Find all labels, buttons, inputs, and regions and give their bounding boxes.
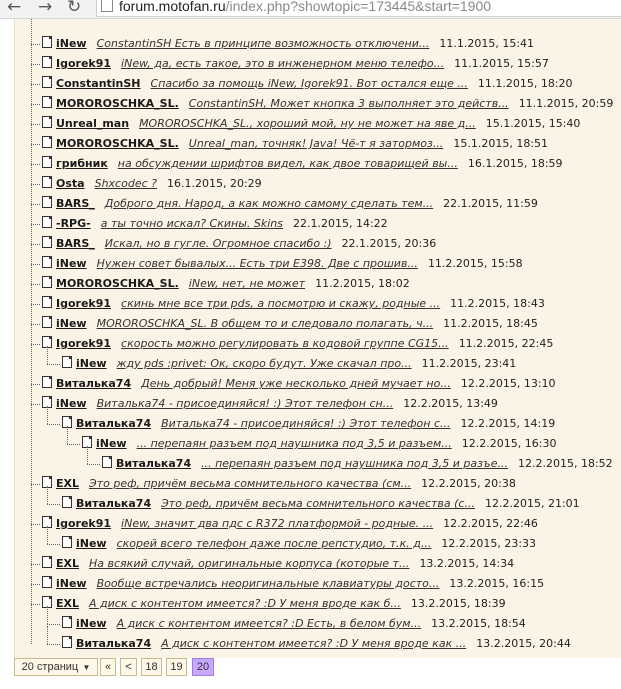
post-icon: [42, 576, 52, 588]
post-snippet-link[interactable]: На всякий случай, оригинальные корпуса (которые т...: [89, 557, 410, 570]
post-author[interactable]: EXL: [56, 597, 80, 610]
post-author[interactable]: Виталька74: [116, 457, 192, 470]
post-row: [62, 614, 526, 634]
post-date: 22.1.2015, 14:22: [293, 217, 388, 230]
tree-connector: [31, 584, 40, 585]
post-row: [62, 414, 555, 434]
post-snippet-link[interactable]: скорость можно регулировать в кодовой группе CG15...: [121, 337, 449, 350]
post-author[interactable]: EXL: [56, 477, 80, 490]
post-icon: [42, 556, 52, 568]
post-snippet-link[interactable]: Спасибо за помощь iNew, Igorek91. Вот остался еще ...: [150, 77, 468, 90]
post-row: [42, 114, 580, 134]
prev-page-button[interactable]: <: [120, 658, 137, 676]
post-snippet-link[interactable]: а ты точно искал? Скины. Skins: [100, 217, 283, 230]
post-snippet-link[interactable]: А диск с контентом имеется? :D У меня вроде как б...: [89, 597, 401, 610]
post-row: [62, 534, 536, 554]
post-snippet-link[interactable]: ... перепаян разъем под наушника под 3,5 и разъем...: [136, 437, 452, 450]
post-author[interactable]: iNew: [56, 257, 87, 270]
tree-connector: [47, 504, 60, 505]
post-date: 11.1.2015, 18:20: [477, 77, 573, 90]
post-row: [42, 54, 549, 74]
post-date: 13.2.2015, 18:54: [431, 617, 526, 630]
post-snippet-link[interactable]: Это реф, причём весьма сомнительного качества (см...: [89, 477, 412, 490]
tree-branch-line: [47, 526, 48, 544]
post-snippet-link[interactable]: iNew, да, есть такое, это в инженерном меню телефо...: [121, 57, 445, 70]
tree-connector: [87, 464, 100, 465]
pages-select-label: 20 страниц: [21, 661, 79, 673]
post-icon: [62, 636, 72, 648]
post-row: [42, 234, 436, 254]
chevron-down-icon: ▼: [80, 663, 91, 672]
post-author[interactable]: грибник: [56, 157, 108, 170]
post-author[interactable]: -RPG-: [56, 217, 91, 230]
post-author[interactable]: MOROROSCHKA_SL.: [56, 277, 179, 290]
post-row: [42, 374, 556, 394]
post-snippet-link[interactable]: ... перепаян разъем под наушника под 3,5 и разъе...: [201, 457, 508, 470]
post-row: [42, 514, 538, 534]
post-author[interactable]: Unreal_man: [56, 117, 130, 130]
tree-connector: [31, 124, 40, 125]
url-path: /index.php?showtopic=173445&start=1900: [225, 0, 492, 14]
post-date: 12.2.2015, 18:52: [517, 457, 613, 470]
post-snippet-link[interactable]: Искал, но в гугле. Огромное спасибо :): [104, 237, 332, 250]
first-page-button[interactable]: «: [100, 658, 116, 676]
tree-connector: [31, 64, 40, 65]
post-icon: [42, 176, 52, 188]
post-author[interactable]: BARS_: [56, 237, 95, 250]
post-date: 12.2.2015, 13:10: [460, 377, 556, 390]
post-snippet-link[interactable]: Это реф, причём весьма сомнительного качества (с...: [161, 497, 475, 510]
post-icon: [42, 296, 52, 308]
post-icon: [102, 456, 112, 468]
post-snippet-link[interactable]: Unreal_man, точняк! Java! Чё-т я затормоз...: [188, 137, 444, 150]
post-icon: [42, 376, 52, 388]
post-date: 11.1.2015, 15:41: [439, 37, 535, 50]
tree-connector: [31, 204, 40, 205]
post-author[interactable]: Igorek91: [56, 517, 112, 530]
post-row: [42, 294, 545, 314]
post-row: [42, 154, 563, 174]
address-bar[interactable]: [96, 0, 621, 17]
post-date: 22.1.2015, 20:36: [341, 237, 437, 250]
tree-branch-line: [47, 346, 48, 364]
tree-connector: [67, 444, 80, 445]
post-author[interactable]: iNew: [56, 37, 87, 50]
tree-branch-line: [87, 446, 88, 464]
post-row: [42, 214, 388, 234]
tree-connector: [31, 404, 40, 405]
post-snippet-link[interactable]: скинь мне все три pds, а посмотрю и скажу, родные ...: [121, 297, 441, 310]
browser-toolbar: [0, 0, 621, 19]
tree-connector: [47, 644, 60, 645]
tree-connector: [47, 544, 60, 545]
reload-icon[interactable]: ↻: [67, 0, 82, 17]
post-snippet-link[interactable]: Вообще встречались неоригинальные клавиатуры досто...: [96, 577, 440, 590]
post-date: 12.2.2015, 22:46: [443, 517, 538, 530]
post-snippet-link[interactable]: скорей всего телефон даже после репстудио, т.к. д...: [116, 537, 432, 550]
tree-branch-line: [47, 406, 48, 424]
post-row: [62, 494, 580, 514]
back-arrow-icon[interactable]: ←: [7, 0, 22, 17]
tree-connector: [31, 224, 40, 225]
post-row: [82, 434, 556, 454]
url-text[interactable]: [119, 0, 491, 14]
page-icon: [101, 0, 113, 12]
post-row: [42, 74, 573, 94]
post-date: 16.1.2015, 18:59: [467, 157, 563, 170]
post-author[interactable]: Виталька74: [76, 417, 152, 430]
post-author[interactable]: iNew: [56, 577, 87, 590]
post-date: 11.2.2015, 15:58: [427, 257, 523, 270]
post-snippet-link[interactable]: iNew, нет, не может: [188, 277, 306, 290]
post-icon: [62, 496, 72, 508]
post-row: [102, 454, 613, 474]
post-date: 11.2.2015, 22:45: [458, 337, 554, 350]
topic-tree: [15, 19, 621, 658]
tree-connector: [31, 244, 40, 245]
post-icon: [42, 56, 52, 68]
post-snippet-link[interactable]: ConstantinSH Есть в принципе возможность отключени...: [96, 37, 430, 50]
post-author[interactable]: Igorek91: [56, 297, 112, 310]
post-author[interactable]: Виталька74: [76, 637, 152, 650]
post-snippet-link[interactable]: Виталька74 - присоединяйся! :) Этот телефон с...: [161, 417, 451, 430]
post-date: 11.2.2015, 18:02: [315, 277, 410, 290]
post-row: [42, 474, 516, 494]
tree-connector: [31, 84, 40, 85]
post-date: 12.2.2015, 20:38: [421, 477, 516, 490]
post-snippet-link[interactable]: жду pds :privet: Ок, скоро будут. Уже скачал про...: [116, 357, 412, 370]
pages-select[interactable]: [14, 658, 98, 676]
post-row: [42, 554, 514, 574]
post-icon: [42, 156, 52, 168]
post-date: 15.1.2015, 18:51: [453, 137, 549, 150]
post-icon: [42, 216, 52, 228]
post-row: [42, 174, 262, 194]
tree-connector: [31, 164, 40, 165]
post-row: [42, 594, 506, 614]
tree-connector: [31, 564, 40, 565]
post-icon: [62, 616, 72, 628]
page-current-20: 20: [192, 658, 214, 676]
tree-connector: [31, 384, 40, 385]
post-row: [42, 394, 498, 414]
post-snippet-link[interactable]: День добрый! Меня уже несколько дней мучает но...: [141, 377, 451, 390]
post-date: 13.2.2015, 14:34: [419, 557, 515, 570]
url-host: forum.motofan.ru: [119, 0, 226, 14]
post-author[interactable]: iNew: [96, 437, 127, 450]
tree-connector: [31, 104, 40, 105]
tree-connector: [47, 424, 60, 425]
post-author[interactable]: iNew: [76, 357, 107, 370]
tree-connector: [31, 324, 40, 325]
forward-arrow-icon[interactable]: →: [38, 0, 53, 17]
post-author[interactable]: ConstantinSH: [56, 77, 141, 90]
tree-trunk-line: [31, 19, 32, 644]
post-row: [62, 354, 516, 374]
post-date: 13.2.2015, 20:44: [476, 637, 571, 650]
post-author[interactable]: Osta: [56, 177, 85, 190]
tree-connector: [47, 624, 60, 625]
post-author[interactable]: iNew: [76, 537, 107, 550]
post-date: 12.2.2015, 16:30: [461, 437, 557, 450]
post-author[interactable]: EXL: [56, 557, 80, 570]
post-snippet-link[interactable]: MOROROSCHKA_SL., хороший мой, ну не может на яве д...: [139, 117, 476, 130]
tree-connector: [47, 364, 60, 365]
post-date: 12.2.2015, 14:19: [460, 417, 556, 430]
post-icon: [42, 116, 52, 128]
post-snippet-link[interactable]: iNew, значит два пдс с R372 платформой - родные. ...: [121, 517, 434, 530]
post-date: 13.2.2015, 16:15: [449, 577, 545, 590]
post-icon: [42, 136, 52, 148]
post-date: 16.1.2015, 20:29: [166, 177, 262, 190]
post-icon: [42, 196, 52, 208]
post-snippet-link[interactable]: MOROROSCHKA_SL. В общем то и следовало полагать, ч...: [96, 317, 434, 330]
post-date: 12.2.2015, 23:33: [441, 537, 537, 550]
post-icon: [42, 276, 52, 288]
post-row: [42, 134, 548, 154]
post-row: [42, 94, 613, 114]
post-author[interactable]: iNew: [76, 617, 107, 630]
post-icon: [42, 316, 52, 328]
post-row: [42, 34, 534, 54]
post-row: [42, 274, 410, 294]
tree-connector: [31, 264, 40, 265]
tree-connector: [31, 524, 40, 525]
post-icon: [42, 96, 52, 108]
post-date: 13.2.2015, 18:39: [410, 597, 506, 610]
tree-connector: [31, 344, 40, 345]
tree-connector: [31, 44, 40, 45]
post-icon: [62, 356, 72, 368]
post-date: 12.2.2015, 13:49: [403, 397, 498, 410]
post-row: [42, 574, 544, 594]
page-link-19[interactable]: 19: [166, 658, 187, 676]
post-snippet-link[interactable]: Виталька74 - присоединяйся! :) Этот телефон сн...: [96, 397, 394, 410]
post-author[interactable]: iNew: [56, 397, 87, 410]
post-author[interactable]: Igorek91: [56, 57, 112, 70]
tree-connector: [31, 484, 40, 485]
tree-connector: [31, 144, 40, 145]
post-row: [42, 194, 538, 214]
tree-connector: [31, 284, 40, 285]
post-date: 11.1.2015, 15:57: [454, 57, 549, 70]
tree-branch-line: [47, 606, 48, 624]
post-icon: [42, 76, 52, 88]
tree-branch-line: [47, 626, 48, 644]
post-author[interactable]: MOROROSCHKA_SL.: [56, 97, 179, 110]
post-row: [62, 634, 571, 654]
page-link-18[interactable]: 18: [141, 658, 162, 676]
post-row: [42, 254, 523, 274]
tree-connector: [31, 304, 40, 305]
post-icon: [42, 256, 52, 268]
post-icon: [62, 536, 72, 548]
post-snippet-link[interactable]: Shxcodec ?: [94, 177, 157, 190]
post-snippet-link[interactable]: Доброго дня. Народ, а как можно самому сделать тем...: [104, 197, 434, 210]
post-snippet-link[interactable]: ConstantinSH, Может кнопка 3 выполняет это действ...: [188, 97, 509, 110]
post-row: [42, 314, 538, 334]
tree-branch-line: [67, 426, 68, 444]
post-icon: [42, 236, 52, 248]
post-icon: [42, 36, 52, 48]
post-date: 11.2.2015, 18:43: [450, 297, 545, 310]
post-author[interactable]: MOROROSCHKA_SL.: [56, 137, 179, 150]
post-date: 11.2.2015, 23:41: [421, 357, 517, 370]
post-author[interactable]: iNew: [56, 317, 87, 330]
post-author[interactable]: Igorek91: [56, 337, 112, 350]
tree-branch-line: [47, 486, 48, 504]
tree-connector: [31, 604, 40, 605]
post-date: 22.1.2015, 11:59: [443, 197, 538, 210]
post-row: [42, 334, 553, 354]
post-date: 15.1.2015, 15:40: [485, 117, 581, 130]
tree-connector: [31, 184, 40, 185]
post-author[interactable]: Виталька74: [56, 377, 132, 390]
post-date: 11.1.2015, 20:59: [518, 97, 614, 110]
post-author[interactable]: Виталька74: [76, 497, 152, 510]
topic-tree-panel: [14, 19, 621, 658]
post-snippet-link[interactable]: на обсуждении шрифтов видел, как двое товарищей вы...: [117, 157, 458, 170]
post-snippet-link[interactable]: Нужен совет бывалых... Есть три E398. Две с прошив...: [96, 257, 418, 270]
post-author[interactable]: BARS_: [56, 197, 95, 210]
post-snippet-link[interactable]: А диск с контентом имеется? :D Есть, в белом бум...: [116, 617, 422, 630]
post-date: 12.2.2015, 21:01: [484, 497, 580, 510]
post-date: 11.2.2015, 18:45: [443, 317, 538, 330]
post-snippet-link[interactable]: А диск с контентом имеется? :D У меня вроде как ...: [161, 637, 467, 650]
